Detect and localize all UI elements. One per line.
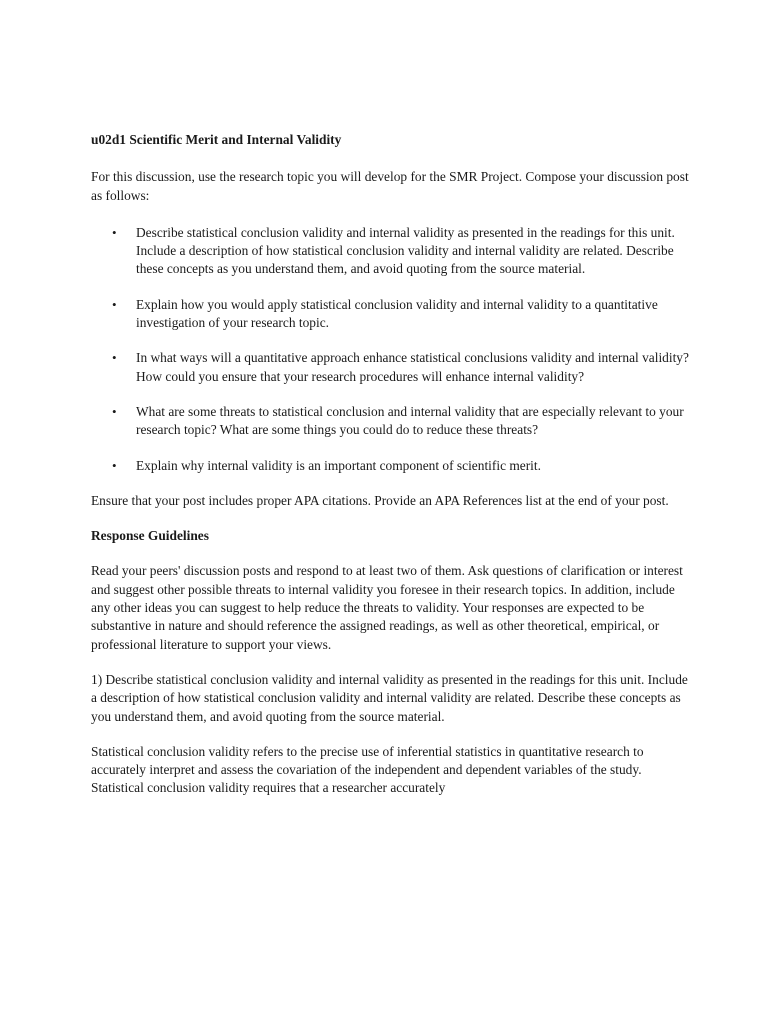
bullet-item — [91, 403, 691, 440]
bullet-item — [91, 296, 691, 333]
bullet-item — [91, 349, 691, 386]
bullet-text: What are some threats to statistical conclusion and internal validity that are especially relevant to your research topic? What are some things you could do to reduce these threats? — [136, 403, 684, 438]
bullet-glyph: • — [112, 296, 117, 312]
document-title: u02d1 Scientific Merit and Internal Validity — [91, 132, 342, 147]
response-guidelines-paragraph: Read your peers' discussion posts and respond to at least two of them. Ask questions of clarification or interest and suggest other possible threats to internal validity you foresee in their research topics. In addition, include any other ideas you can suggest to help reduce the threats to validity. Your responses are expected to be substantive in nature and should reference the assigned readings, as well as other theoretical, empirical, or professional literature to support your views. — [91, 563, 683, 652]
document-page — [91, 131, 691, 798]
bullet-glyph: • — [112, 457, 117, 473]
prompt-bullet-list — [91, 221, 691, 475]
bullet-text: Describe statistical conclusion validity and internal validity as presented in the readings for this unit. Include a description of how statistical conclusion validity and internal validity are related. Describe these concepts as you understand them, and avoid quoting from the source material. — [136, 224, 675, 277]
bullet-glyph: • — [112, 224, 117, 240]
intro-paragraph: For this discussion, use the research topic you will develop for the SMR Project. Compose your discussion post as follows: — [91, 169, 689, 203]
apa-note-paragraph: Ensure that your post includes proper APA citations. Provide an APA References list at the end of your post. — [91, 492, 669, 508]
answer-paragraph: Statistical conclusion validity refers to the precise use of inferential statistics in quantitative research to accurately interpret and assess the covariation of the independent and dependent variables of the study. Statistical conclusion validity requires that a researcher accurately — [91, 743, 644, 796]
response-guidelines-heading: Response Guidelines — [91, 528, 209, 544]
bullet-glyph: • — [112, 403, 117, 419]
answer-question-paragraph: 1) Describe statistical conclusion validity and internal validity as presented in the readings for this unit. Include a description of how statistical conclusion validity and internal validity are related. Describe these concepts as you understand them, and avoid quoting from the source material. — [91, 671, 688, 724]
bullet-item — [91, 457, 691, 475]
bullet-glyph: • — [112, 350, 117, 366]
bullet-item — [91, 221, 691, 279]
bullet-text: Explain why internal validity is an important component of scientific merit. — [136, 457, 541, 473]
bullet-text: Explain how you would apply statistical conclusion validity and internal validity to a quantitative investigation of your research topic. — [136, 296, 658, 331]
bullet-text: In what ways will a quantitative approach enhance statistical conclusions validity and internal validity? How could you ensure that your research procedures will enhance internal validity? — [136, 350, 689, 384]
